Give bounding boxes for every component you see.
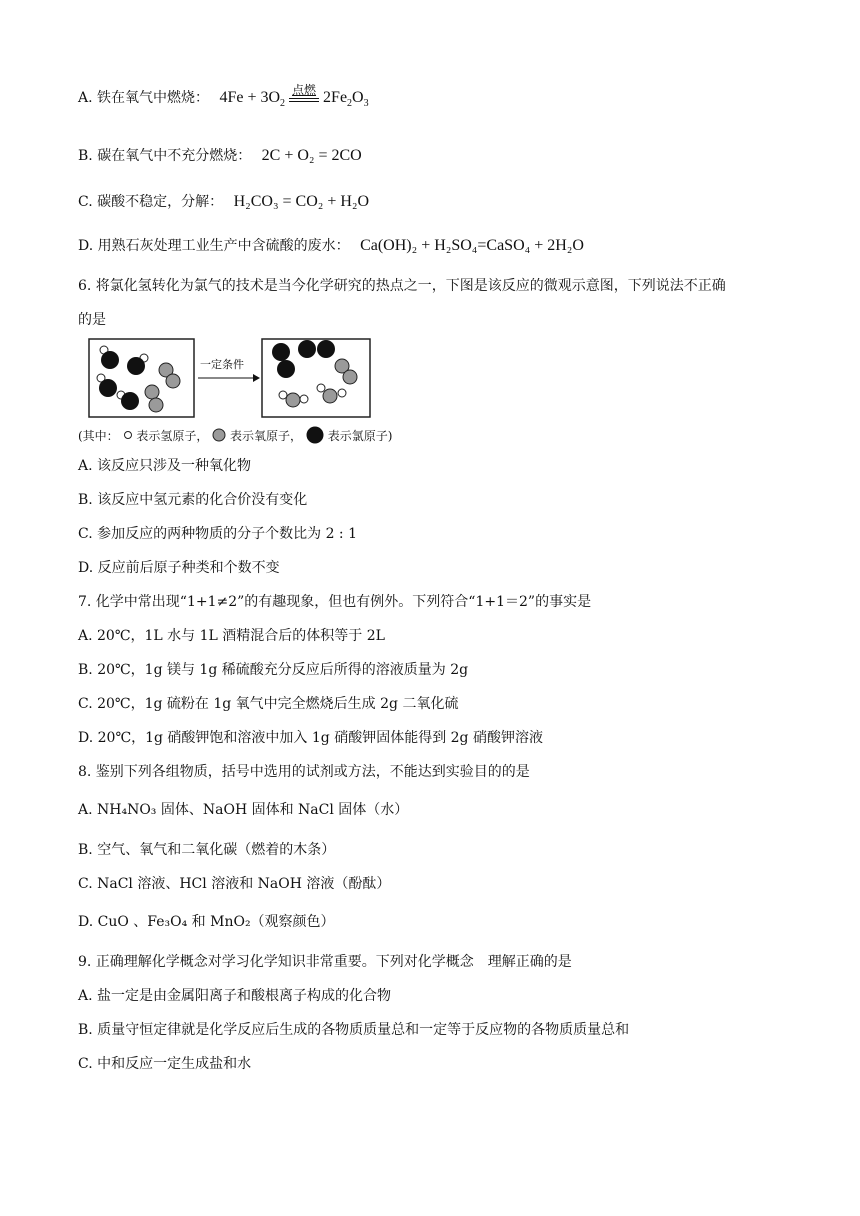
q5-option-a <box>78 83 369 114</box>
q8-option-b: B. 空气、氧气和二氧化碳（燃着的木条） <box>78 842 336 858</box>
hydrogen-legend-icon <box>123 430 133 440</box>
q9-option-a: A. 盐一定是由金属阳离子和酸根离子构成的化合物 <box>78 988 392 1004</box>
q7-option-b: B. 20℃，1g 镁与 1g 稀硫酸充分反应后所得的溶液质量为 2g <box>78 662 469 678</box>
q5-option-d-equation: Ca(OH)₂ + H₂SO₄=CaSO₄ + 2H₂O <box>360 237 584 254</box>
q6-option-d: D. 反应前后原子种类和个数不变 <box>78 560 280 576</box>
q5-option-d-label: D. 用熟石灰处理工业生产中含硫酸的废水： <box>78 238 350 254</box>
q5-option-b-label: B. 碳在氧气中不充分燃烧： <box>78 148 252 164</box>
q5-option-a-equation: $4Fe + 3O_2$ 点燃 $2Fe_2O_3$ <box>219 89 368 106</box>
q5-option-c <box>78 192 369 212</box>
q7-option-c: C. 20℃，1g 硫粉在 1g 氧气中完全燃烧后生成 2g 二氧化硫 <box>78 696 459 712</box>
chlorine-atom <box>277 360 295 378</box>
q7-option-d: D. 20℃，1g 硝酸钾饱和溶液中加入 1g 硝酸钾固体能得到 2g 硝酸钾溶液 <box>78 730 543 746</box>
hydrogen-atom <box>279 391 287 399</box>
chlorine-atom <box>298 340 316 358</box>
q9-option-c: C. 中和反应一定生成盐和水 <box>78 1056 252 1072</box>
oxygen-atom <box>286 393 300 407</box>
q5-condition-arrow <box>289 83 319 102</box>
q7-stem: 7. 化学中常出现“1+1≠2”的有趣现象，但也有例外。下列符合“1+1＝2”的事实是 <box>78 594 592 610</box>
q8-option-c: C. NaCl 溶液、HCl 溶液和 NaOH 溶液（酚酞） <box>78 876 391 892</box>
q6-option-c: C. 参加反应的两种物质的分子个数比为 2 : 1 <box>78 526 357 542</box>
q5-option-b-equation: 2C + O₂ = 2CO <box>261 147 362 164</box>
q6-option-b: B. 该反应中氢元素的化合价没有变化 <box>78 492 308 508</box>
hydrogen-atom <box>300 395 308 403</box>
q8-option-a: A. NH₄NO₃ 固体、NaOH 固体和 NaCl 固体（水） <box>78 802 409 818</box>
q9-option-b: B. 质量守恒定律就是化学反应后生成的各物质质量总和一定等于反应物的各物质质量总和 <box>78 1022 630 1038</box>
q5-option-d <box>78 236 584 256</box>
chlorine-atom <box>272 343 290 361</box>
reaction-micro-diagram <box>88 338 398 420</box>
oxygen-atom <box>166 374 180 388</box>
q5-option-b <box>78 146 362 166</box>
chlorine-atom <box>101 351 119 369</box>
q8-stem: 8. 鉴别下列各组物质，括号中选用的试剂或方法，不能达到实验目的的是 <box>78 764 530 780</box>
hydrogen-atom <box>317 384 325 392</box>
chlorine-atom <box>127 357 145 375</box>
oxygen-atom <box>149 398 163 412</box>
q6-stem-line1: 6. 将氯化氢转化为氯气的技术是当今化学研究的热点之一，下图是该反应的微观示意图，下列说法不正确 <box>78 278 726 294</box>
q5-option-c-label: C. 碳酸不稳定，分解： <box>78 194 224 210</box>
oxygen-atom <box>323 389 337 403</box>
hydrogen-atom <box>338 389 346 397</box>
q9-stem: 9. 正确理解化学概念对学习化学知识非常重要。下列对化学概念 理解正确的是 <box>78 954 572 970</box>
arrow-label: 一定条件 <box>200 358 244 371</box>
oxygen-legend-icon <box>212 428 226 442</box>
oxygen-atom <box>343 370 357 384</box>
q5-option-a-label: A. 铁在氧气中燃烧： <box>78 90 210 106</box>
chlorine-atom <box>99 379 117 397</box>
q5-condition-label: 点燃 <box>292 83 317 97</box>
oxygen-atom <box>145 385 159 399</box>
q8-option-d: D. CuO 、Fe₃O₄ 和 MnO₂（观察颜色） <box>78 914 335 930</box>
q5-option-c-equation: H₂CO₃ = CO₂ + H₂O <box>233 193 370 210</box>
chlorine-legend-icon <box>306 426 324 444</box>
q7-option-a: A. 20℃，1L 水与 1L 酒精混合后的体积等于 2L <box>78 628 385 644</box>
q6-stem-line2: 的是 <box>78 312 106 328</box>
arrow-head <box>253 374 260 382</box>
chlorine-atom <box>121 392 139 410</box>
diagram-legend: (其中： 表示氢原子， 表示氧原子， 表示氯原子) <box>78 426 392 444</box>
q6-option-a: A. 该反应只涉及一种氧化物 <box>78 458 252 474</box>
chlorine-atom <box>317 340 335 358</box>
